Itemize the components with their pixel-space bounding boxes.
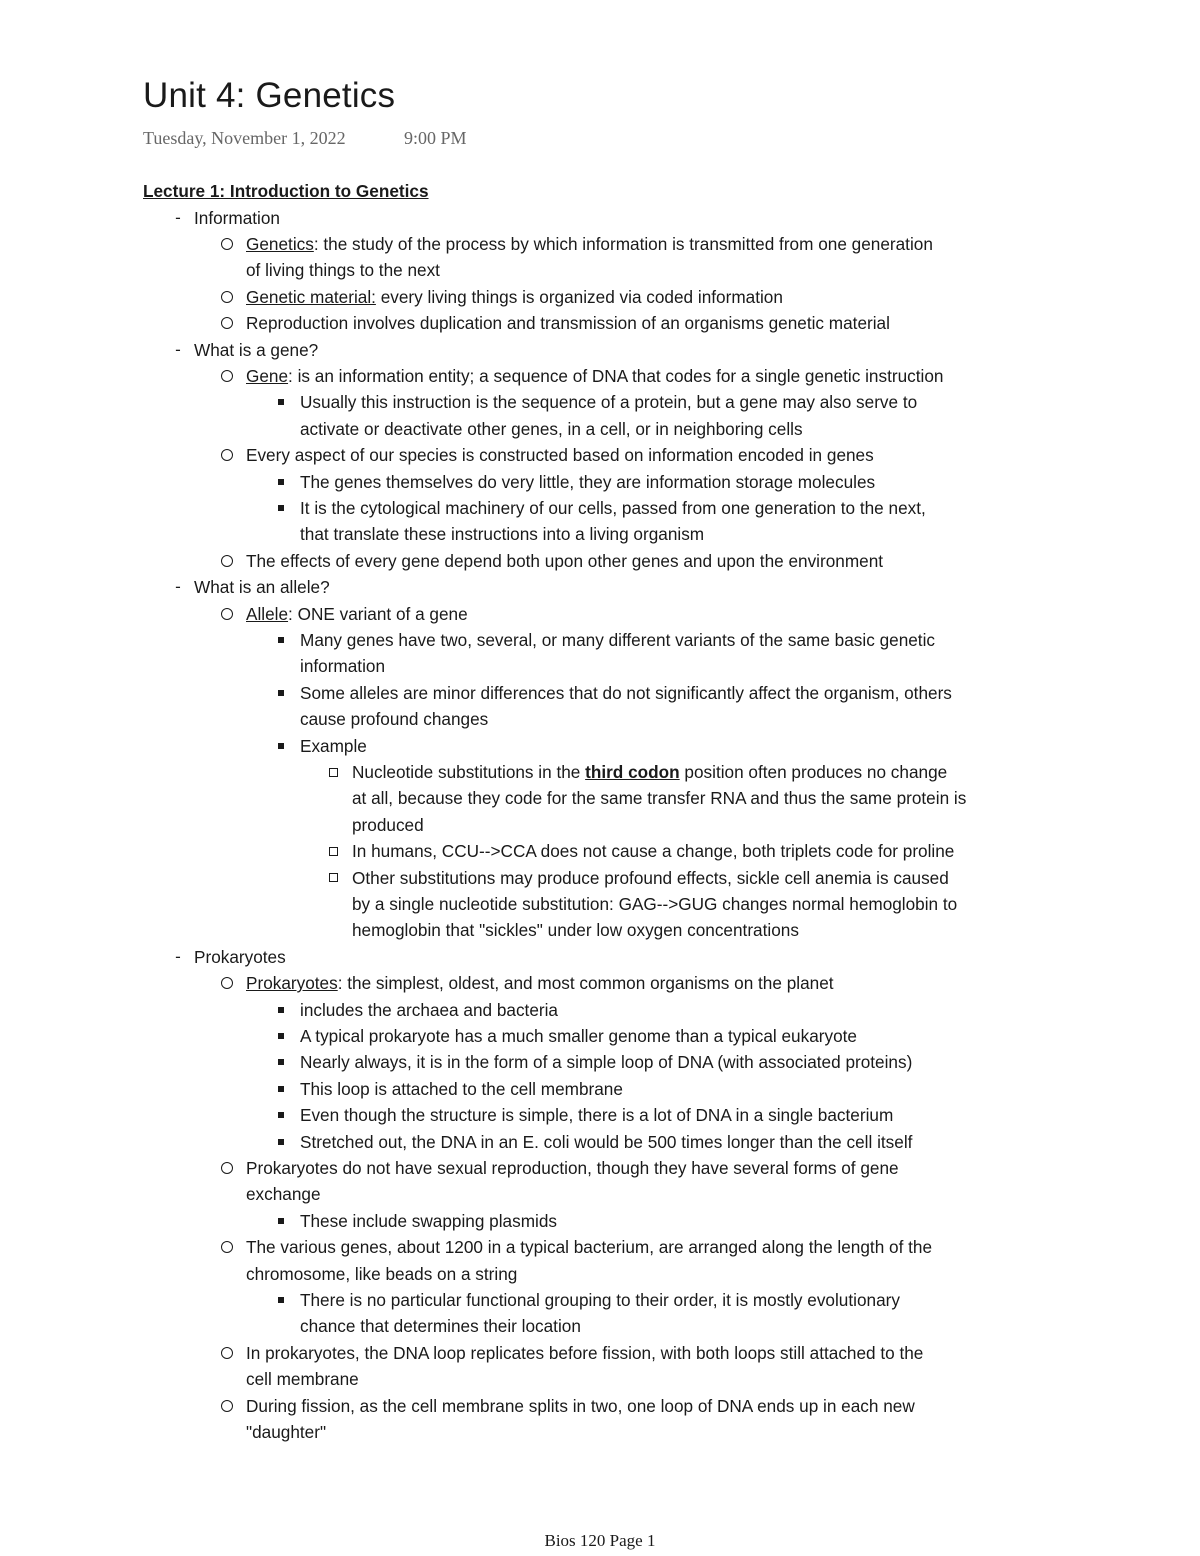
outline-text (300, 733, 367, 759)
text-segment: cause profound changes (300, 709, 489, 730)
circle-bullet-icon (220, 363, 234, 389)
text-segment: Every aspect of our species is constructed based on information encoded in genes (246, 445, 874, 466)
outline-text (194, 944, 286, 970)
square-bullet-icon (274, 1023, 288, 1049)
text-segment: exchange (246, 1184, 321, 1205)
text-segment: It is the cytological machinery of our cells, passed from one generation to the next, (300, 497, 926, 518)
outline-text (246, 257, 440, 283)
outline-text (300, 495, 926, 521)
emphasized-term: Allele (246, 603, 289, 624)
circle-bullet-icon (220, 1155, 234, 1181)
outline-text (300, 997, 558, 1023)
circle-bullet-icon (220, 1393, 234, 1419)
outline-text (352, 785, 966, 811)
outline-text (246, 1419, 326, 1445)
text-segment: chromosome, like beads on a string (246, 1263, 518, 1284)
outline-text (246, 548, 883, 574)
dash-bullet-icon: - (175, 946, 181, 966)
outline-text (194, 205, 280, 231)
text-segment: Other substitutions may produce profound effects, sickle cell anemia is caused (352, 867, 949, 888)
note-time: 9:00 PM (404, 128, 467, 148)
outline-text (194, 337, 318, 363)
text-segment: : ONE variant of a gene (288, 603, 468, 624)
outline-text (300, 1102, 893, 1128)
text-segment: Many genes have two, several, or many different variants of the same basic genetic (300, 629, 935, 650)
outline-text (352, 917, 799, 943)
outline-text (352, 865, 949, 891)
dash-bullet-icon: - (175, 339, 181, 359)
outline-text (246, 284, 783, 310)
outline-text (246, 1155, 899, 1181)
outline-text (300, 1129, 912, 1155)
hollow-square-bullet-icon (326, 865, 340, 891)
square-bullet-icon (274, 627, 288, 653)
text-segment: of living things to the next (246, 260, 440, 281)
dash-bullet-icon: - (175, 207, 181, 227)
text-segment: The various genes, about 1200 in a typical bacterium, are arranged along the length of the (246, 1237, 933, 1258)
circle-bullet-icon (220, 284, 234, 310)
text-segment: In humans, CCU-->CCA does not cause a change, both triplets code for proline (352, 841, 955, 862)
text-segment: Prokaryotes do not have sexual reproduction, though they have several forms of gene (246, 1157, 899, 1178)
outline-text (246, 1393, 915, 1419)
square-bullet-icon (274, 495, 288, 521)
text-segment: Prokaryotes (194, 946, 286, 967)
outline-text (246, 1340, 923, 1366)
outline-text (300, 627, 935, 653)
text-segment: Even though the structure is simple, there is a lot of DNA in a single bacterium (300, 1105, 894, 1126)
outline-text (246, 310, 890, 336)
outline-text (300, 389, 917, 415)
text-segment: Nearly always, it is in the form of a simple loop of DNA (with associated proteins) (300, 1052, 913, 1073)
text-segment: : the simplest, oldest, and most common organisms on the planet (337, 973, 834, 994)
outline-text (246, 363, 943, 389)
square-bullet-icon (274, 389, 288, 415)
outline-text (300, 1076, 623, 1102)
emphasized-term: third codon (585, 761, 680, 782)
square-bullet-icon (274, 1287, 288, 1313)
outline-text (352, 759, 947, 785)
text-segment: Example (300, 735, 367, 756)
text-segment: hemoglobin that "sickles" under low oxygen concentrations (352, 920, 799, 941)
outline-text (300, 1287, 900, 1313)
text-segment: The effects of every gene depend both upon other genes and upon the environment (246, 550, 884, 571)
note-date: Tuesday, November 1, 2022 (143, 128, 346, 148)
text-segment: What is a gene? (194, 339, 319, 360)
page-title: Unit 4: Genetics (143, 76, 396, 115)
text-segment: position often produces no change (679, 761, 948, 782)
outline-text (246, 231, 933, 257)
text-segment: "daughter" (246, 1421, 327, 1442)
emphasized-term: Gene (246, 365, 289, 386)
outline-text (300, 1313, 581, 1339)
text-segment: Some alleles are minor differences that do not significantly affect the organism, others (300, 682, 952, 703)
outline-text (246, 1234, 932, 1260)
outline-text (194, 574, 330, 600)
text-segment: : the study of the process by which information is transmitted from one generation (313, 233, 933, 254)
outline-text (246, 970, 834, 996)
text-segment: During fission, as the cell membrane splits in two, one loop of DNA ends up in each new (246, 1395, 915, 1416)
outline-text (300, 521, 704, 547)
square-bullet-icon (274, 733, 288, 759)
square-bullet-icon (274, 1102, 288, 1128)
outline-text (300, 1208, 557, 1234)
circle-bullet-icon (220, 231, 234, 257)
emphasized-term: Genetics (246, 233, 314, 254)
circle-bullet-icon (220, 310, 234, 336)
text-segment: Usually this instruction is the sequence of a protein, but a gene may also serve to (300, 392, 918, 413)
outline-text (246, 1261, 517, 1287)
outline-text (246, 601, 468, 627)
outline-text (352, 891, 957, 917)
hollow-square-bullet-icon (326, 759, 340, 785)
circle-bullet-icon (220, 970, 234, 996)
circle-bullet-icon (220, 1340, 234, 1366)
text-segment: Reproduction involves duplication and transmission of an organisms genetic material (246, 313, 890, 334)
text-segment: every living things is organized via coded information (375, 286, 783, 307)
outline-text (300, 680, 952, 706)
circle-bullet-icon (220, 442, 234, 468)
circle-bullet-icon (220, 1234, 234, 1260)
square-bullet-icon (274, 469, 288, 495)
outline-text (300, 706, 488, 732)
text-segment: Nucleotide substitutions in the (352, 761, 586, 782)
square-bullet-icon (274, 1129, 288, 1155)
outline-text (352, 812, 424, 838)
circle-bullet-icon (220, 548, 234, 574)
text-segment: This loop is attached to the cell membrane (300, 1078, 623, 1099)
text-segment: What is an allele? (194, 577, 330, 598)
text-segment: In prokaryotes, the DNA loop replicates before fission, with both loops still attached to the (246, 1342, 924, 1363)
hollow-square-bullet-icon (326, 838, 340, 864)
text-segment: produced (352, 814, 424, 835)
square-bullet-icon (274, 997, 288, 1023)
square-bullet-icon (274, 1208, 288, 1234)
outline-text (246, 442, 874, 468)
text-segment: chance that determines their location (300, 1316, 581, 1337)
lecture-heading: Lecture 1: Introduction to Genetics (143, 181, 429, 201)
outline-text (246, 1181, 321, 1207)
outline-text (300, 469, 875, 495)
text-segment: information (300, 656, 386, 677)
text-segment: cell membrane (246, 1369, 359, 1390)
text-segment: The genes themselves do very little, they are information storage molecules (300, 471, 876, 492)
emphasized-term: Prokaryotes (246, 973, 338, 994)
page-footer: Bios 120 Page 1 (544, 1531, 656, 1550)
outline-text (300, 1023, 857, 1049)
outline-text (300, 653, 385, 679)
dash-bullet-icon: - (175, 577, 181, 597)
text-segment: A typical prokaryote has a much smaller genome than a typical eukaryote (300, 1025, 857, 1046)
text-segment: activate or deactivate other genes, in a cell, or in neighboring cells (300, 418, 803, 439)
outline-text (300, 416, 803, 442)
emphasized-term: Genetic material: (246, 286, 376, 307)
text-segment: Information (194, 207, 280, 228)
text-segment: : is an information entity; a sequence of DNA that codes for a single genetic instruction (288, 365, 944, 386)
square-bullet-icon (274, 1049, 288, 1075)
text-segment: There is no particular functional grouping to their order, it is mostly evolutionary (300, 1289, 900, 1310)
text-segment: by a single nucleotide substitution: GAG-->GUG changes normal hemoglobin to (352, 893, 958, 914)
text-segment: Stretched out, the DNA in an E. coli would be 500 times longer than the cell itself (300, 1131, 913, 1152)
text-segment: includes the archaea and bacteria (300, 999, 558, 1020)
outline-text (352, 838, 954, 864)
circle-bullet-icon (220, 601, 234, 627)
text-segment: that translate these instructions into a living organism (300, 524, 705, 545)
outline-text (246, 1366, 359, 1392)
square-bullet-icon (274, 1076, 288, 1102)
outline-text (300, 1049, 912, 1075)
text-segment: at all, because they code for the same transfer RNA and thus the same protein is (352, 788, 967, 809)
text-segment: These include swapping plasmids (300, 1210, 557, 1231)
square-bullet-icon (274, 680, 288, 706)
